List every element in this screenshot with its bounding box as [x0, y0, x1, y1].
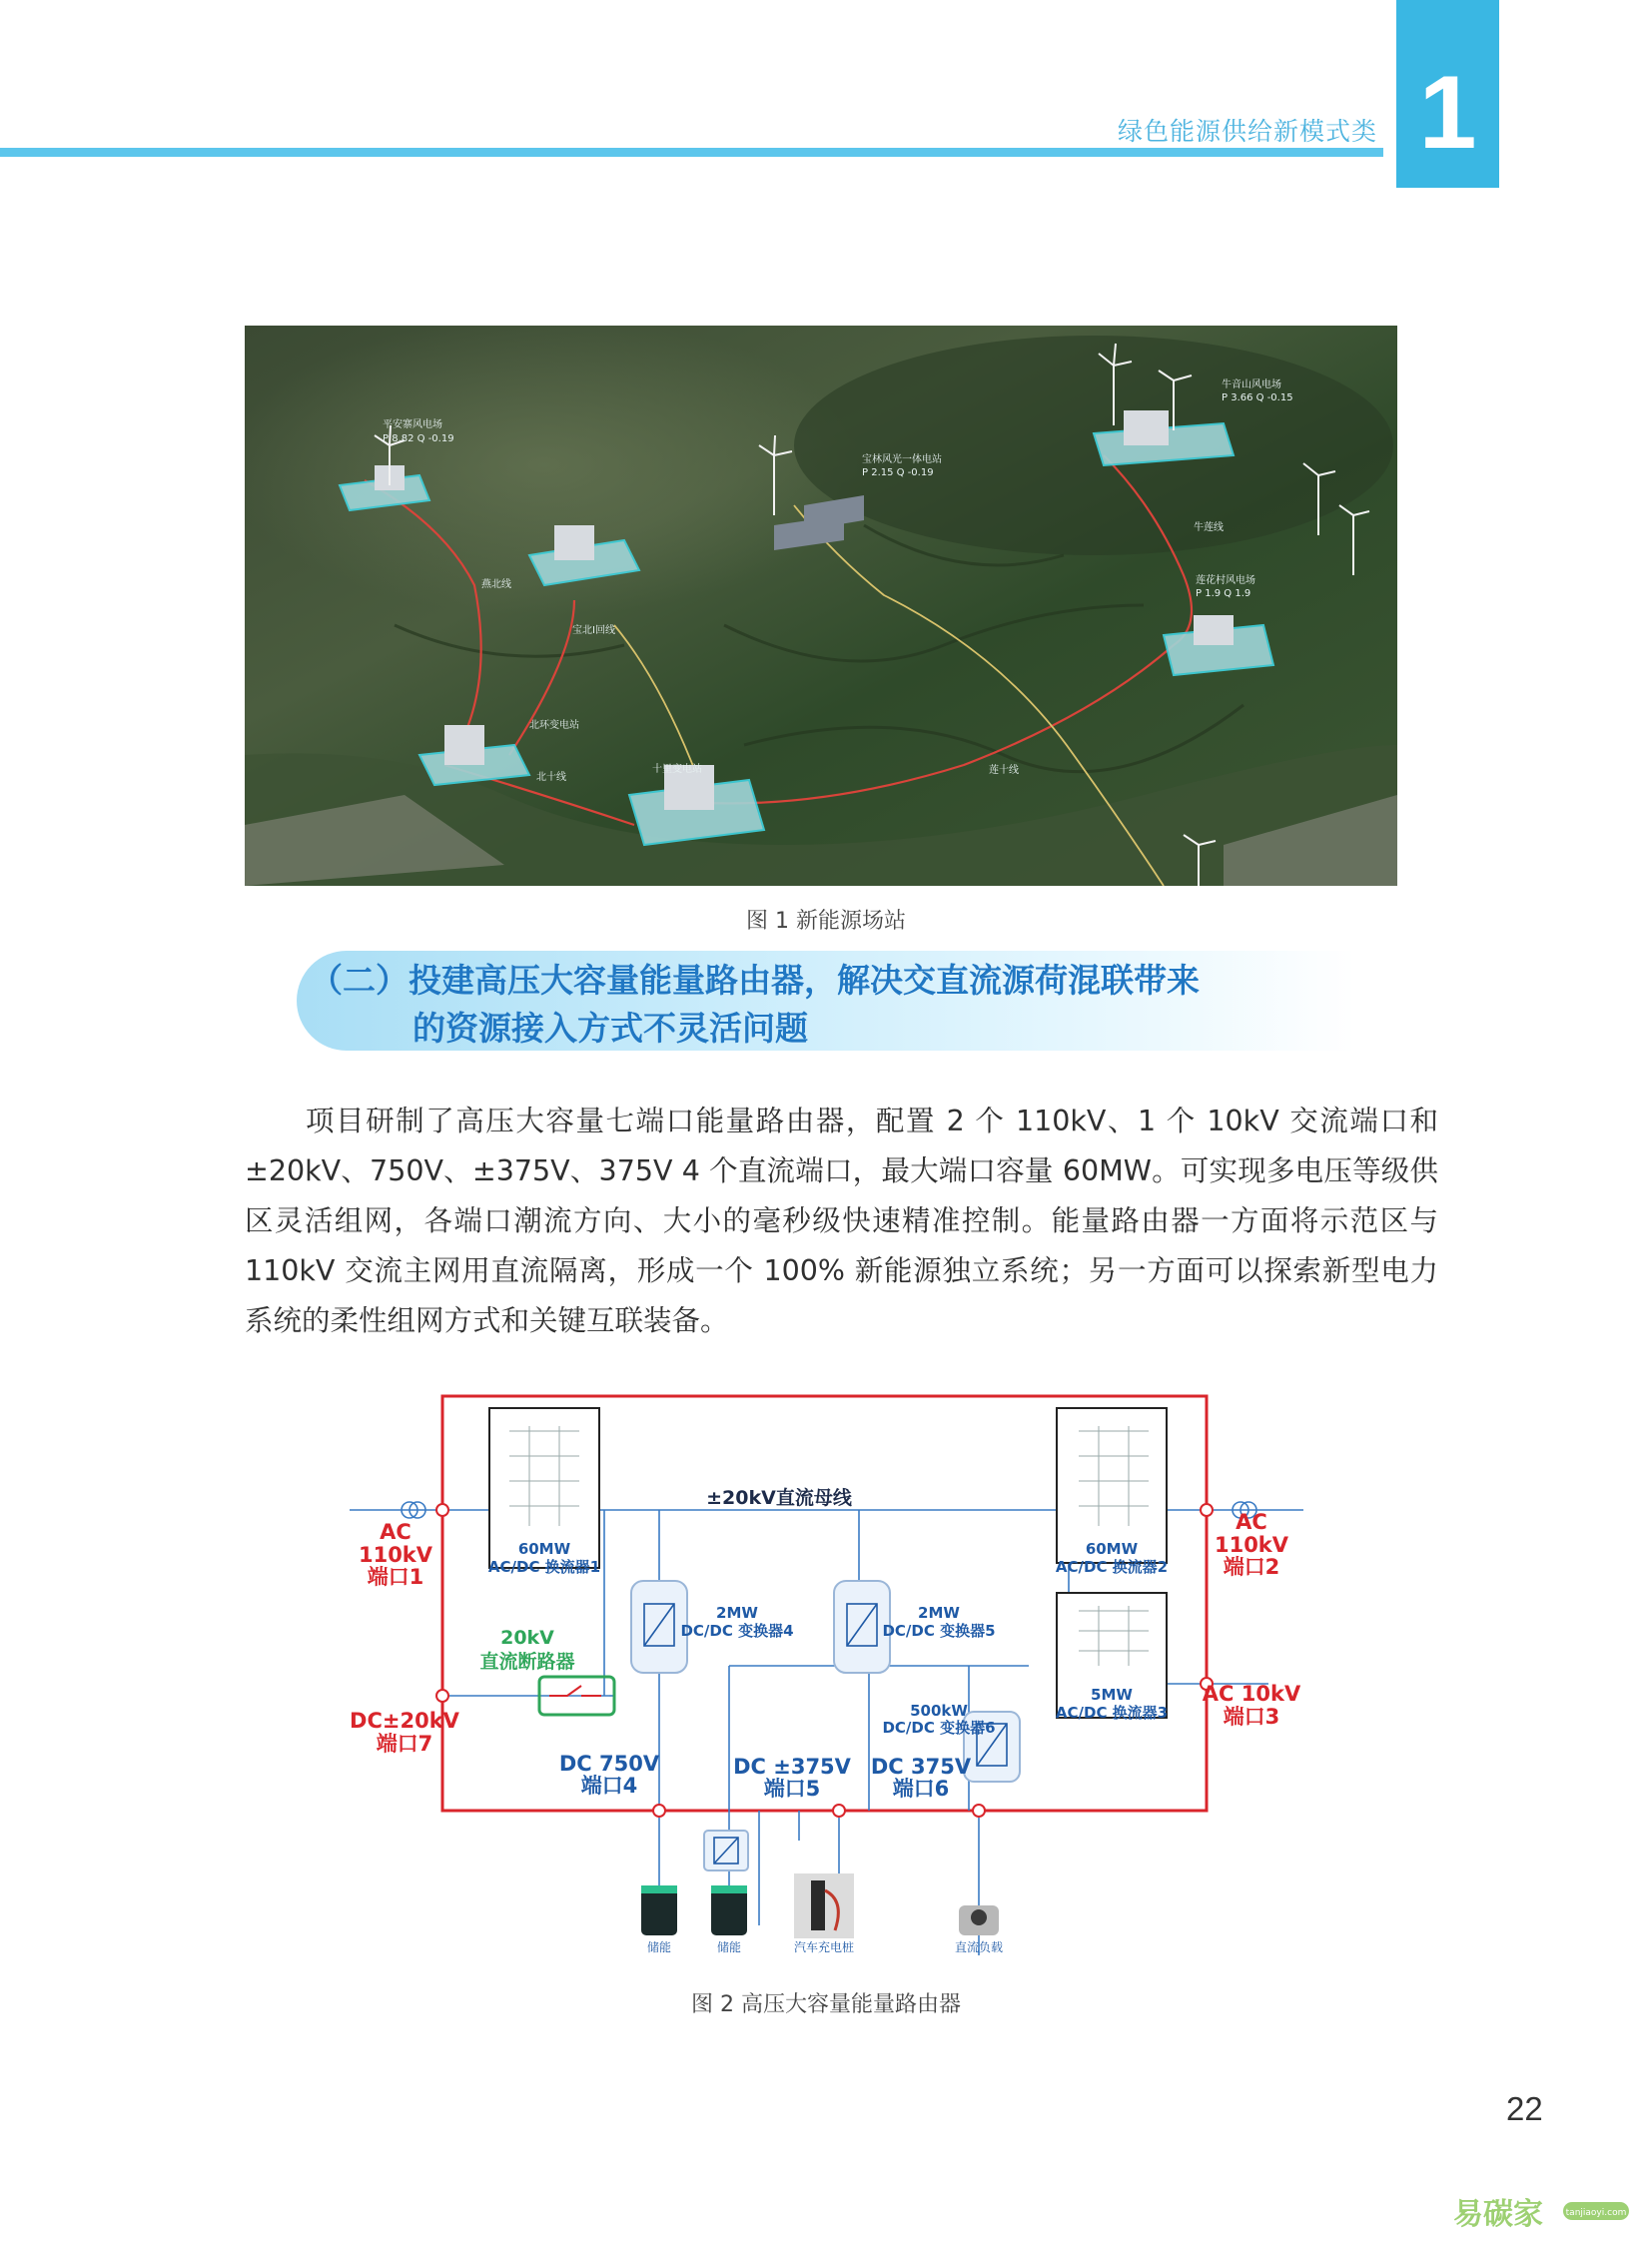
load-label: 储能 — [646, 1940, 672, 1954]
station-label: 牛音山风电场 — [1222, 379, 1281, 390]
station-label: 莲花村风电场 — [1196, 575, 1255, 586]
port-5-name: 端口5 — [763, 1777, 821, 1801]
station-label: 平安寨风电场 — [383, 419, 442, 430]
port-2-voltage: 110kV — [1214, 1533, 1289, 1557]
converter-2-rating: 60MW — [1085, 1540, 1139, 1558]
load-label: 汽车充电桩 — [793, 1940, 855, 1954]
station-label: 北环变电站 — [529, 720, 579, 731]
dcdc-4-icon — [631, 1581, 687, 1673]
watermark-logo — [1453, 2190, 1633, 2236]
converter-1-name: AC/DC 换流器1 — [487, 1558, 601, 1576]
port-4-voltage: DC 750V — [558, 1752, 660, 1776]
figure-2-diagram — [340, 1386, 1318, 1975]
dcdc-5-name: DC/DC 变换器5 — [882, 1622, 996, 1640]
header-rule — [0, 148, 1383, 157]
converter-1-rating: 60MW — [517, 1540, 571, 1558]
paragraph-text: 项目研制了高压大容量七端口能量路由器，配置 2 个 110kV、1 个 10kV 交流端口和±20kV、750V、±375V、375V 4 个直流端口，最大端口容量 60MW。可实现多电压等级供区灵活组网，各端口潮流方向、大小的毫秒级快速精准控制。能量路由器一方面将示范区与 110kV 交流主网用直流隔离，形成一个 100% 新能源独立系统；另一方面可以探索新型电力系统的柔性组网方式和关键互联装备。 — [245, 1105, 1438, 1337]
breaker-name: 直流断路器 — [479, 1651, 575, 1673]
port-3-voltage: AC 10kV — [1202, 1682, 1301, 1706]
converter-3-name: AC/DC 换流器3 — [1055, 1704, 1169, 1722]
load-label: 直流负载 — [954, 1940, 1004, 1954]
line-label: 北十线 — [536, 772, 566, 783]
port-6-name: 端口6 — [892, 1777, 950, 1801]
station-label: 十里变电站 — [652, 764, 702, 775]
load-icons — [641, 1873, 999, 1938]
dcdc-5-rating: 2MW — [918, 1604, 960, 1622]
station-reading: P 8.82 Q -0.19 — [383, 433, 454, 444]
port-1-voltage: 110kV — [358, 1543, 433, 1567]
breaker-rating: 20kV — [500, 1627, 554, 1649]
port-4-name: 端口4 — [580, 1774, 638, 1798]
section-heading-line-1: （二）投建高压大容量能量路由器，解决交直流源荷混联带来 — [310, 961, 1200, 1000]
port-6-voltage: DC 375V — [870, 1755, 972, 1779]
dcdc-6-rating: 500kW — [910, 1702, 968, 1720]
figure-1-caption: 图 1 新能源场站 — [746, 909, 906, 934]
line-label: 宝北Ⅰ回线 — [572, 625, 615, 636]
station-label: 宝林风光一体电站 — [862, 454, 942, 465]
converter-2-name: AC/DC 换流器2 — [1055, 1558, 1169, 1576]
figure-2-caption: 图 2 高压大容量能量路由器 — [691, 1992, 961, 2017]
line-label: 莲十线 — [989, 765, 1019, 776]
page-number: 22 — [1506, 2090, 1543, 2127]
watermark-brand: 易碳家 — [1453, 2197, 1543, 2232]
chapter-title: 绿色能源供给新模式类 — [1117, 117, 1377, 146]
port-3-name: 端口3 — [1223, 1705, 1280, 1729]
dcdc-6-name: DC/DC 变换器6 — [882, 1719, 996, 1737]
body-paragraph — [245, 1097, 1438, 1346]
line-label: 燕北线 — [481, 579, 511, 590]
dcdc-4-name: DC/DC 变换器4 — [680, 1622, 794, 1640]
port-1-name: 端口1 — [367, 1565, 424, 1589]
line-label: 牛莲线 — [1194, 522, 1224, 533]
watermark-domain: tanjiaoyi.com — [1565, 2208, 1627, 2218]
port-2-name: 端口2 — [1223, 1555, 1280, 1579]
section-heading — [310, 957, 1200, 1053]
station-reading: P 2.15 Q -0.19 — [862, 467, 934, 478]
port-1-type: AC — [380, 1520, 412, 1544]
port-2-type: AC — [1236, 1510, 1267, 1534]
port-5-voltage: DC ±375V — [733, 1755, 851, 1779]
port-7-voltage: DC±20kV — [350, 1709, 459, 1733]
bus-label: ±20kV直流母线 — [706, 1487, 852, 1509]
load-label: 储能 — [716, 1940, 742, 1954]
chapter-number-block — [1396, 0, 1499, 188]
converter-3-rating: 5MW — [1091, 1686, 1133, 1704]
section-heading-line-2: 的资源接入方式不灵活问题 — [413, 1009, 808, 1048]
port-7-name: 端口7 — [376, 1732, 433, 1756]
figure-1-map — [245, 326, 1397, 886]
chapter-number: 1 — [1418, 55, 1477, 171]
station-reading: P 1.9 Q 1.9 — [1196, 588, 1251, 599]
dcdc-4-rating: 2MW — [716, 1604, 758, 1622]
station-reading: P 3.66 Q -0.15 — [1222, 392, 1293, 403]
